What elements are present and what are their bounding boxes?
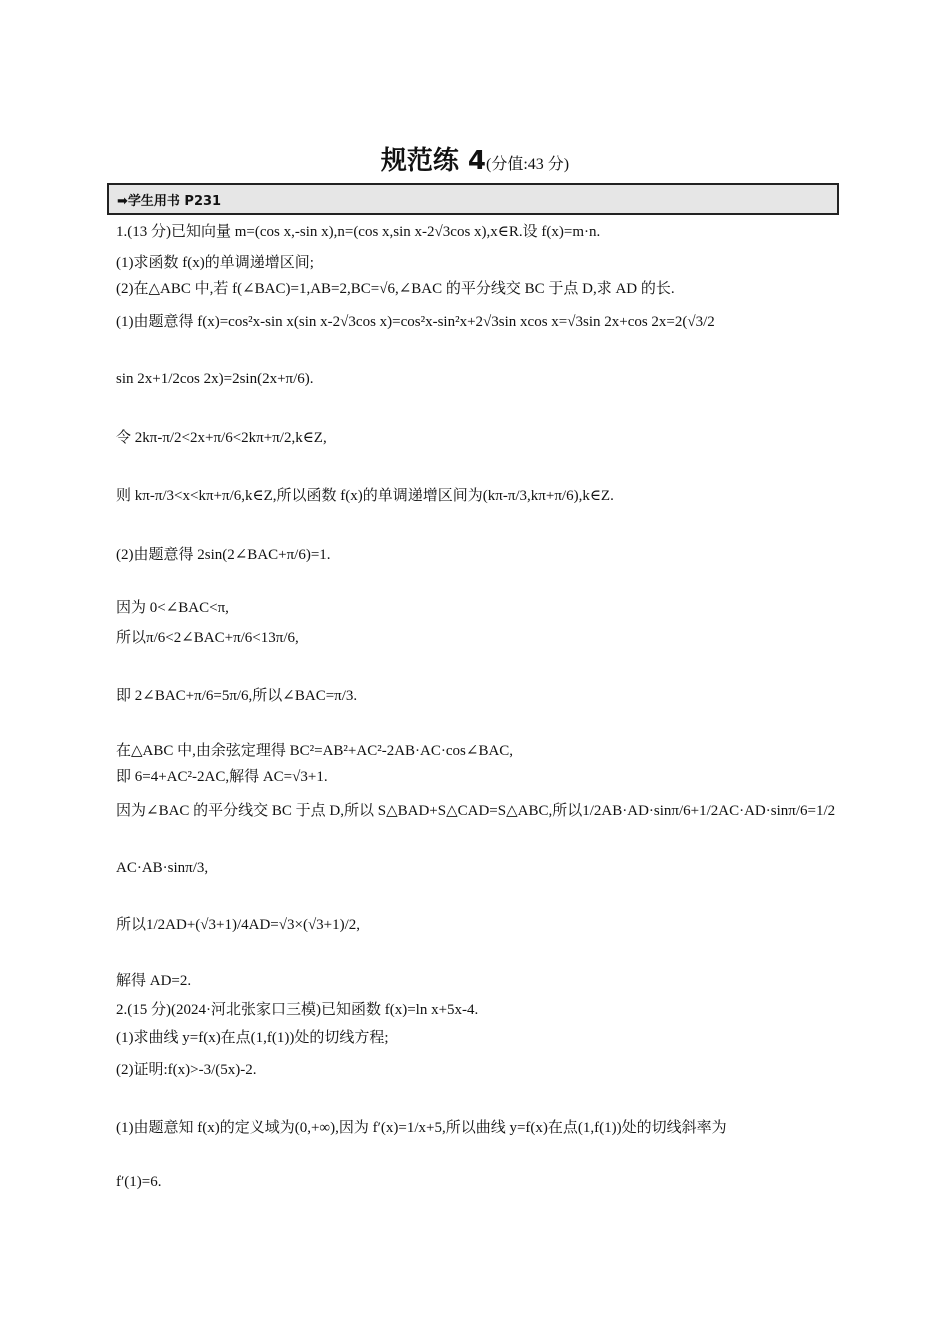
text-line: 所以π/6<2∠BAC+π/6<13π/6, <box>116 630 299 646</box>
text-line: 令 2kπ-π/2<2x+π/6<2kπ+π/2,k∈Z, <box>116 430 327 446</box>
text-line: f′(1)=6. <box>116 1174 162 1190</box>
text-line: 即 6=4+AC²-2AC,解得 AC=√3+1. <box>116 769 328 785</box>
text-line: 因为∠BAC 的平分线交 BC 于点 D,所以 S△BAD+S△CAD=S△ABC,所以1/2AB·AD·sinπ/6+1/2AC·AD·sinπ/6=1/2 <box>116 803 836 819</box>
text-line: 2.(15 分)(2024·河北张家口三模)已知函数 f(x)=ln x+5x-4. <box>116 1002 479 1018</box>
text-line: 即 2∠BAC+π/6=5π/6,所以∠BAC=π/3. <box>116 688 358 704</box>
text-line: (2)证明:f(x)>-3/(5x)-2. <box>116 1062 257 1078</box>
title-main: 规范练 4 <box>380 146 487 176</box>
text-line: 1.(13 分)已知向量 m=(cos x,-sin x),n=(cos x,sin x-2√3cos x),x∈R.设 f(x)=m·n. <box>116 224 601 240</box>
text-line: 因为 0<∠BAC<π, <box>116 600 229 616</box>
text-line: (1)由题意得 f(x)=cos²x-sin x(sin x-2√3cos x)=cos²x-sin²x+2√3sin xcos x=√3sin 2x+cos 2x=2(√3/2 <box>116 314 715 330</box>
page-title <box>0 140 950 177</box>
text-line: (2)由题意得 2sin(2∠BAC+π/6)=1. <box>116 547 331 563</box>
text-line: 所以1/2AD+(√3+1)/4AD=√3×(√3+1)/2, <box>116 917 361 933</box>
text-line: (2)在△ABC 中,若 f(∠BAC)=1,AB=2,BC=√6,∠BAC 的平分线交 BC 于点 D,求 AD 的长. <box>116 281 675 297</box>
text-line: 在△ABC 中,由余弦定理得 BC²=AB²+AC²-2AB·AC·cos∠BAC, <box>116 743 514 759</box>
text-line: AC·AB·sinπ/3, <box>116 860 209 876</box>
text-line: 则 kπ-π/3<x<kπ+π/6,k∈Z,所以函数 f(x)的单调递增区间为(kπ-π/3,kπ+π/6),k∈Z. <box>116 488 614 504</box>
student-book-banner: ➡学生用书 P231 <box>107 183 839 215</box>
text-line: 解得 AD=2. <box>116 973 192 989</box>
text-line: (1)由题意知 f(x)的定义域为(0,+∞),因为 f′(x)=1/x+5,所以曲线 y=f(x)在点(1,f(1))处的切线斜率为 <box>116 1120 727 1136</box>
text-line: sin 2x+1/2cos 2x)=2sin(2x+π/6). <box>116 371 314 387</box>
text-line: (1)求函数 f(x)的单调递增区间; <box>116 255 314 271</box>
text-line: (1)求曲线 y=f(x)在点(1,f(1))处的切线方程; <box>116 1030 389 1046</box>
title-sub: (分值:43 分) <box>486 156 570 173</box>
